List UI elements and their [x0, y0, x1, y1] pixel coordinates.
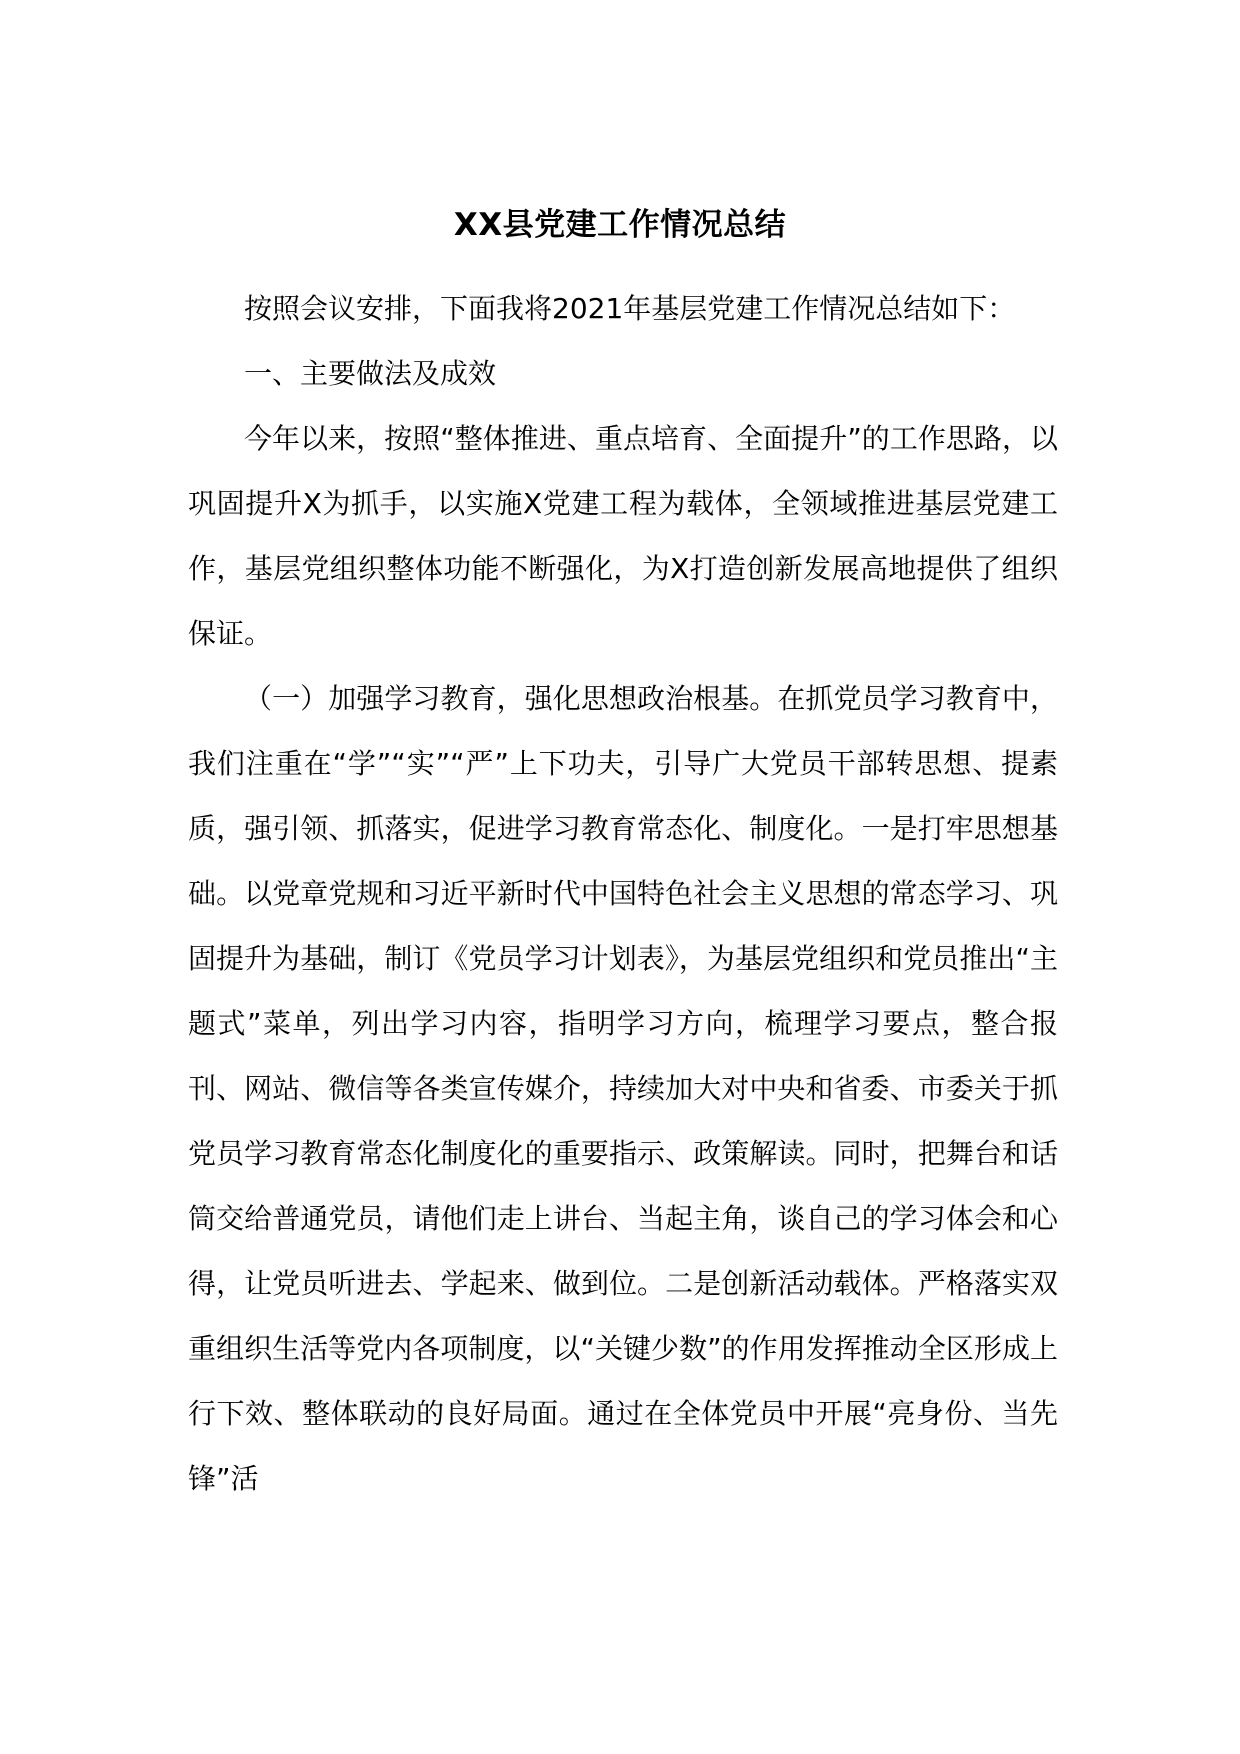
- section-heading: 一、主要做法及成效: [244, 357, 497, 390]
- intro-paragraph: 按照会议安排，下面我将2021年基层党建工作情况总结如下：: [244, 292, 1016, 325]
- document-title: XX县党建工作情况总结: [453, 207, 787, 243]
- body-paragraph: 今年以来，按照“整体推进、重点培育、全面提升”的工作思路，以巩固提升X为抓手，以实施X党建工程为载体，全领域推进基层党建工作，基层党组织整体功能不断强化，为X打造创新发展高地提供了组织保证。: [188, 422, 1058, 650]
- document-body: [188, 276, 1058, 1511]
- body-paragraph: （一）加强学习教育，强化思想政治根基。在抓党员学习教育中，我们注重在“学”“实”“严”上下功夫，引导广大党员干部转思想、提素质，强引领、抓落实，促进学习教育常态化、制度化。一是打牢思想基础。以党章党规和习近平新时代中国特色社会主义思想的常态学习、巩固提升为基础，制订《党员学习计划表》，为基层党组织和党员推出“主题式”菜单，列出学习内容，指明学习方向，梳理学习要点，整合报刊、网站、微信等各类宣传媒介，持续加大对中央和省委、市委关于抓党员学习教育常态化制度化的重要指示、政策解读。同时，把舞台和话筒交给普通党员，请他们走上讲台、当起主角，谈自己的学习体会和心得，让党员听进去、学起来、做到位。二是创新活动载体。严格落实双重组织生活等党内各项制度，以“关键少数”的作用发挥推动全区形成上行下效、整体联动的良好局面。通过在全体党员中开展“亮身份、当先锋”活: [188, 682, 1058, 1495]
